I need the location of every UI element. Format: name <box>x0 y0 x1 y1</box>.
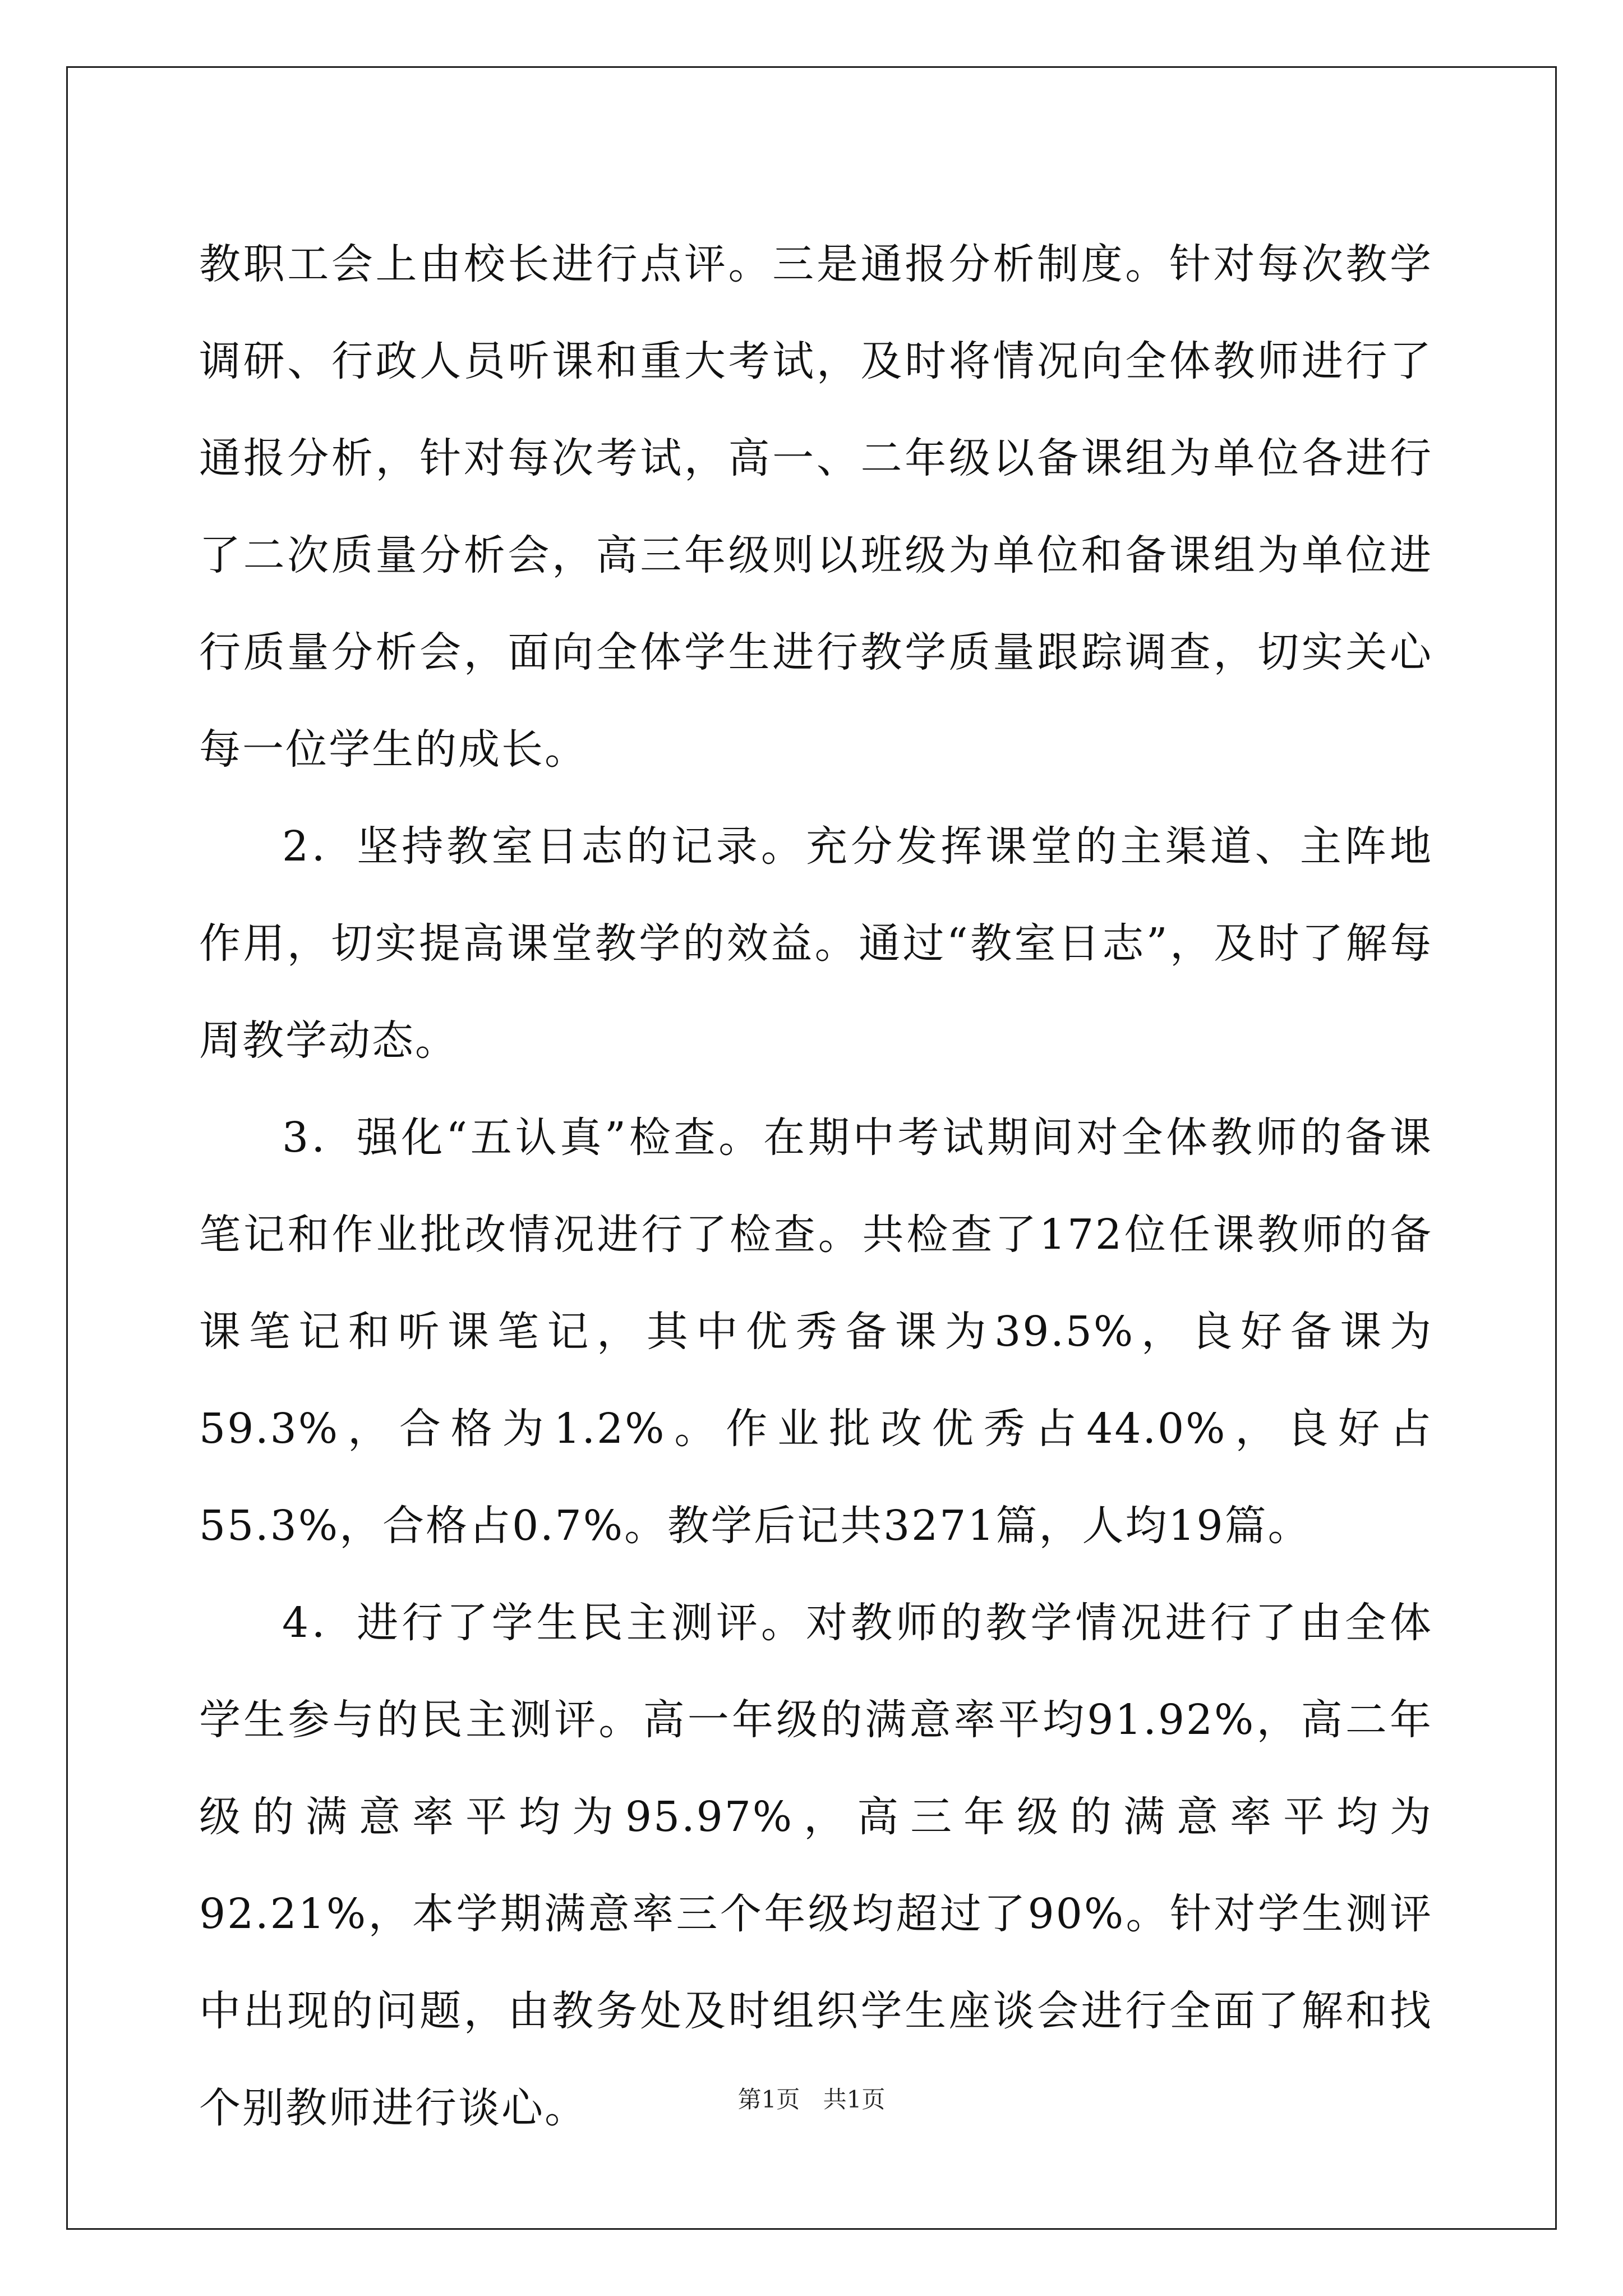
page-footer <box>0 2081 1623 2115</box>
paragraph-2: 2．坚持教室日志的记录。充分发挥课堂的主渠道、主阵地作用，切实提高课堂教学的效益。通过“教室日志”，及时了解每周教学动态。 <box>199 822 1433 1065</box>
paragraph-continuation: 教职工会上由校长进行点评。三是通报分析制度。针对每次教学调研、行政人员听课和重大考试，及时将情况向全体教师进行了通报分析，针对每次考试，高一、二年级以备课组为单位各进行了二次质量分析会，高三年级则以班级为单位和备课组为单位进行质量分析会，面向全体学生进行教学质量跟踪调查，切实关心每一位学生的成长。 <box>199 240 1433 774</box>
paragraph-4: 4．进行了学生民主测评。对教师的教学情况进行了由全体学生参与的民主测评。高一年级的满意率平均91.92%，高二年级的满意率平均为95.97%，高三年级的满意率平均为92.21%，本学期满意率三个年级均超过了90%。针对学生测评中出现的问题，由教务处及时组织学生座谈会进行全面了解和找个别教师进行谈心。 <box>199 1599 1433 2132</box>
page-number: 第1页 <box>737 2086 800 2113</box>
paragraph-3: 3．强化“五认真”检查。在期中考试期间对全体教师的备课笔记和作业批改情况进行了检查。共检查了172位任课教师的备课笔记和听课笔记，其中优秀备课为39.5%，良好备课为59.3%，合格为1.2%。作业批改优秀占44.0%，良好占55.3%，合格占0.7%。教学后记共3271篇，人均19篇。 <box>199 1114 1433 1550</box>
document-body <box>199 216 1433 2157</box>
page-total: 共1页 <box>823 2086 886 2113</box>
